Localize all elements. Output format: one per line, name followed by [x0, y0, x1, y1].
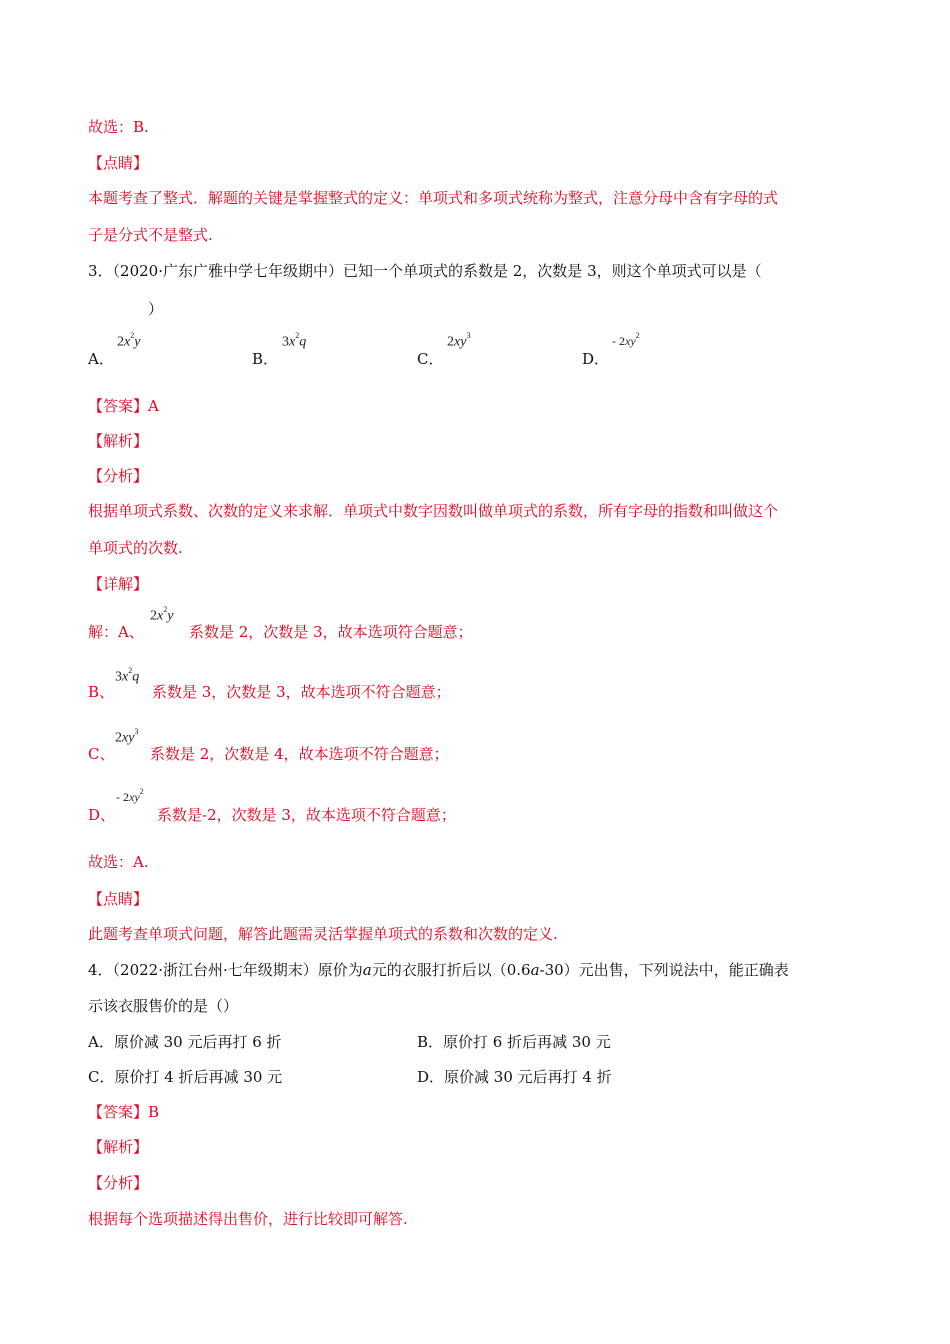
q4-stem-line-1: 4．（2022·浙江台州·七年级期末）原价为a元的衣服打折后以（0.6a-30）元出售，下列说法中，能正确表	[88, 961, 789, 979]
q4-jiexi-tag: 【解析】	[88, 1138, 149, 1156]
q3-detail-d-text: 系数是-2，次数是 3，故本选项不符合题意；	[157, 806, 456, 824]
q3-detail-a-expr: $2x^2y$	[150, 605, 174, 624]
q4-stem-line-2: 示该衣服售价的是（）	[88, 997, 239, 1015]
q3-option-c-expr: $2xy^3$	[447, 331, 471, 350]
q2-dianjing-text-2: 子是分式不是整式.	[88, 226, 213, 244]
q3-option-b-expr: $3x^2q$	[282, 331, 307, 350]
q3-detail-c-prefix: C、	[88, 745, 115, 763]
q3-dianjing-text: 此题考查单项式问题，解答此题需灵活掌握单项式的系数和次数的定义.	[88, 925, 558, 943]
q3-detail-d-prefix: D、	[88, 806, 116, 824]
q3-option-d-letter: D．	[582, 350, 610, 368]
q3-xiangjie-tag: 【详解】	[88, 575, 149, 593]
q4-option-b: B．原价打 6 折后再减 30 元	[417, 1033, 611, 1051]
q3-fenxi-tag: 【分析】	[88, 467, 149, 485]
q3-fenxi-text-2: 单项式的次数.	[88, 539, 183, 557]
q3-detail-b-expr: $3x^2q$	[115, 666, 140, 685]
q3-choice: 故选：A.	[88, 853, 149, 871]
q4-answer: 【答案】B	[88, 1103, 160, 1121]
q3-fenxi-text-1: 根据单项式系数、次数的定义来求解．单项式中数字因数叫做单项式的系数，所有字母的指数和叫做这个	[88, 502, 779, 520]
q3-option-a-letter: A．	[88, 350, 114, 368]
q3-detail-c-expr: $2xy^3$	[115, 727, 139, 746]
q3-option-d-expr: - $2xy^2$	[612, 331, 640, 348]
q3-dianjing-tag: 【点睛】	[88, 890, 149, 908]
q2-choice: 故选：B.	[88, 118, 149, 136]
q2-dianjing-text-1: 本题考查了整式．解题的关键是掌握整式的定义：单项式和多项式统称为整式，注意分母中含有字母的式	[88, 189, 779, 207]
q3-option-c-letter: C．	[417, 350, 444, 368]
q3-option-a-expr: $2x^2y$	[117, 331, 141, 350]
q3-jiexi-tag: 【解析】	[88, 432, 149, 450]
q4-option-c: C．原价打 4 折后再减 30 元	[88, 1068, 283, 1086]
q4-option-a: A．原价减 30 元后再打 6 折	[88, 1033, 282, 1051]
q4-option-d: D．原价减 30 元后再打 4 折	[417, 1068, 612, 1086]
q3-option-b-letter: B．	[252, 350, 279, 368]
q3-detail-a-text: 系数是 2，次数是 3，故本选项符合题意；	[189, 623, 473, 641]
q3-detail-d-expr: - $2xy^2$	[116, 787, 144, 804]
q3-detail-a-prefix: 解：A、	[88, 623, 144, 641]
q2-dianjing-tag: 【点睛】	[88, 154, 149, 172]
q3-detail-b-text: 系数是 3，次数是 3，故本选项不符合题意；	[152, 683, 451, 701]
q3-answer: 【答案】A	[88, 397, 159, 415]
q3-detail-c-text: 系数是 2，次数是 4，故本选项不符合题意；	[150, 745, 449, 763]
q3-stem-line-1: 3．（2020·广东广雅中学七年级期中）已知一个单项式的系数是 2，次数是 3，则这个单项式可以是（	[88, 262, 762, 280]
q4-fenxi-text: 根据每个选项描述得出售价，进行比较即可解答.	[88, 1210, 408, 1228]
q3-stem-line-2: ）	[148, 300, 164, 318]
q4-fenxi-tag: 【分析】	[88, 1174, 149, 1192]
q3-detail-b-prefix: B、	[88, 683, 115, 701]
